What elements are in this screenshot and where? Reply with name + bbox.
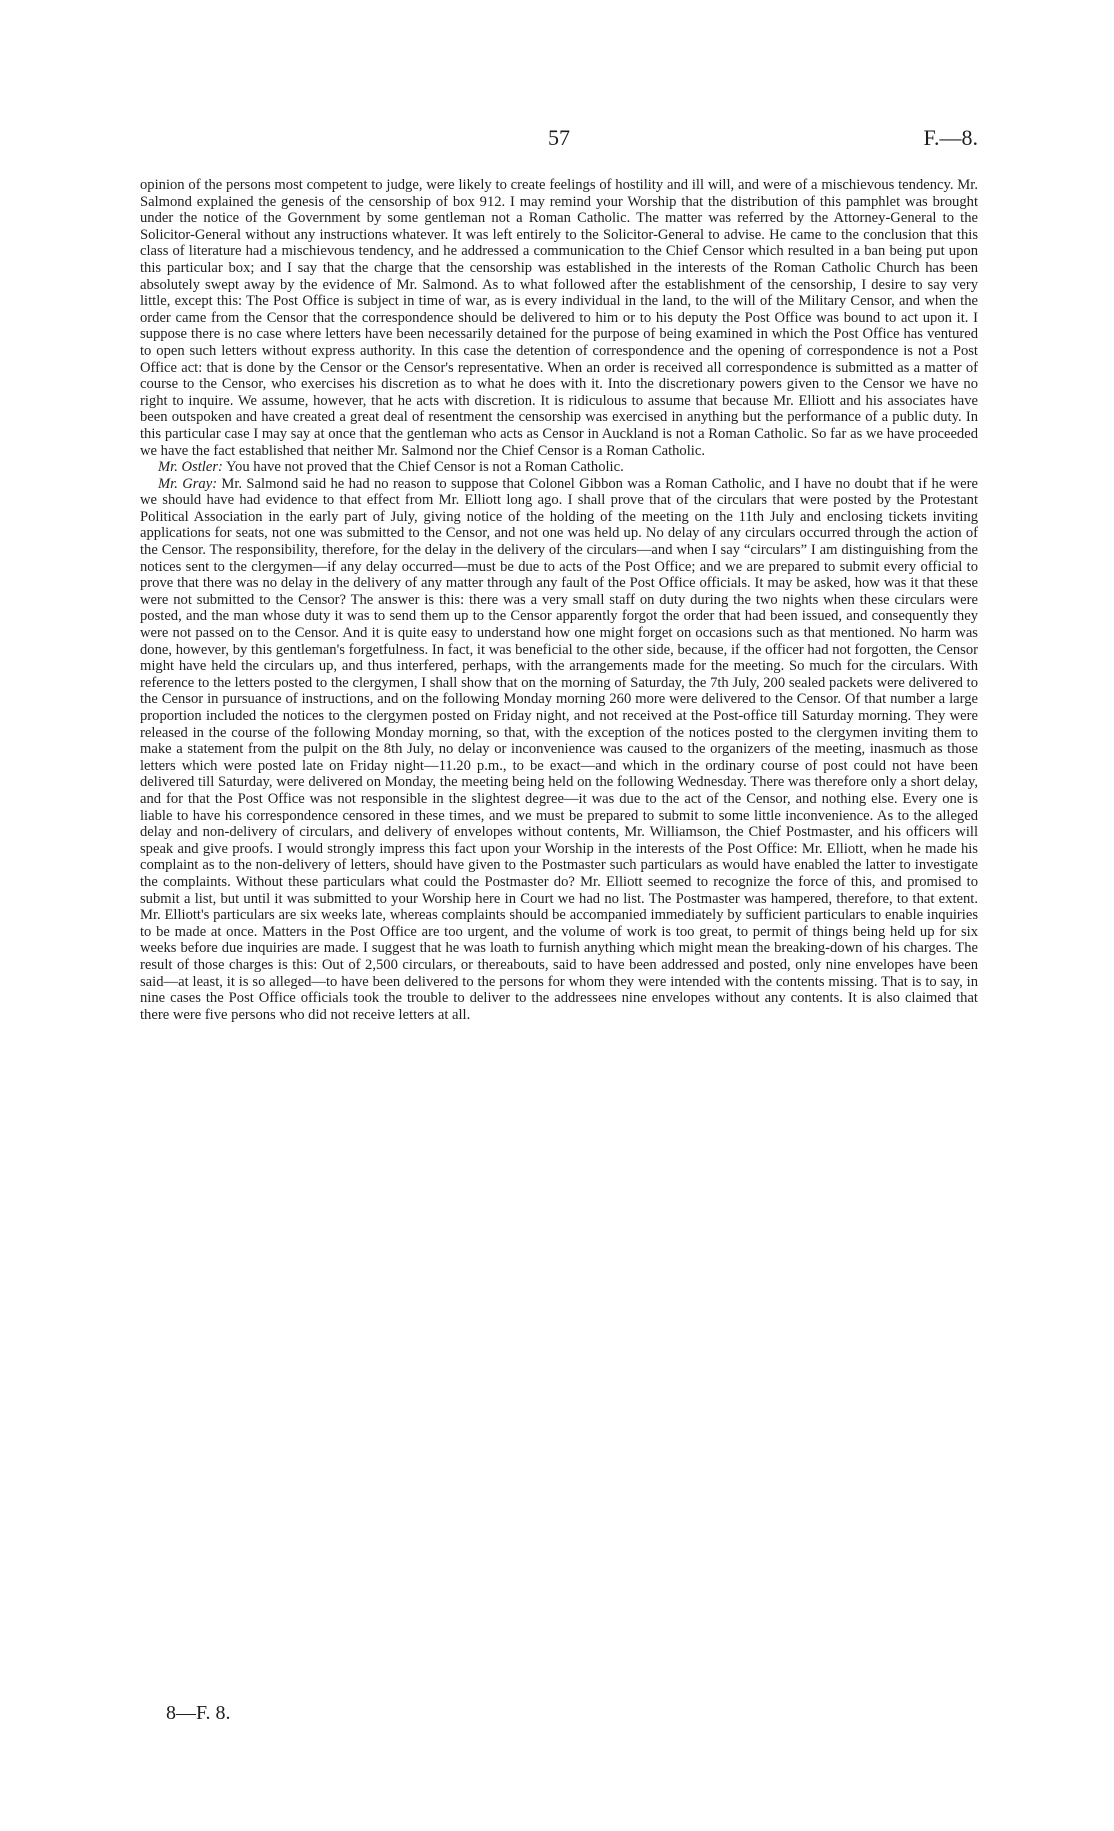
paragraph-ostler (140, 459, 978, 476)
page-number: 57 (548, 125, 570, 150)
paragraph-gray (140, 476, 978, 1024)
paragraph-text: Mr. Salmond said he had no reason to suppose that Colonel Gibbon was a Roman Catholic, and I have no doubt that if he were we should have had evidence to that effect from Mr. Elliott long ago. I shall prove that of the circulars that were posted by the Protestant Political Association in the early part of July, giving notice of the holding of the meeting on the 11th July and enclosing tickets inviting applications for seats, not one was submitted to the Censor, and not one was held up. No delay of any circulars occurred through the action of the Censor. The responsibility, therefore, for the delay in the delivery of the circulars—and when I say “circulars” I am distinguishing from the notices sent to the clergymen—if any delay occurred—must be due to acts of the Post Office; and we are prepared to submit every official to prove that there was no delay in the delivery of any matter through any fault of the Post Office officials. It may be asked, how was it that these were not submitted to the Censor? The answer is this: there was a very small staff on duty during the two nights when these circulars were posted, and the man whose duty it was to send them up to the Censor apparently forgot the order that had been issued, and consequently they were not passed on to the Censor. And it is quite easy to understand how one might forget on occasions such as that mentioned. No harm was done, however, by this gentleman's forgetfulness. In fact, it was beneficial to the other side, because, if the officer had not forgotten, the Censor might have held the circulars up, and thus interfered, perhaps, with the arrangements made for the meeting. So much for the circulars. With reference to the letters posted to the clergymen, I shall show that on the morning of Saturday, the 7th July, 200 sealed packets were delivered to the Censor in pursuance of instructions, and on the following Monday morning 260 more were delivered to the Censor. Of that number a large proportion included the notices to the clergymen posted on Friday night, and not received at the Post-office till Saturday morning. They were released in the course of the following Monday morning, so that, with the exception of the notices posted to the clergymen inviting them to make a statement from the pulpit on the 8th July, no delay or inconvenience was caused to the organizers of the meeting, inasmuch as those letters which were posted late on Friday night—11.20 p.m., to be exact—and which in the ordinary course of post could not have been delivered till Saturday, were delivered on Monday, the meeting being held on the following Wednesday. There was therefore only a short delay, and for that the Post Office was not responsible in the slightest degree—it was due to the act of the Censor, and nothing else. Every one is liable to have his correspondence censored in these times, and we must be prepared to submit to some little inconvenience. As to the alleged delay and non-delivery of circulars, and delivery of envelopes without contents, Mr. Williamson, the Chief Postmaster, and his officers will speak and give proofs. I would strongly impress this fact upon your Worship in the interests of the Post Office: Mr. Elliott, when he made his complaint as to the non-delivery of letters, should have given to the Postmaster such particulars as would have enabled the latter to investigate the complaints. Without these particulars what could the Postmaster do? Mr. Elliott seemed to recognize the force of this, and promised to submit a list, but until it was submitted to your Worship here in Court we had no list. The Postmaster was hampered, therefore, to that extent. Mr. Elliott's particulars are six weeks late, whereas complaints should be accompanied immediately by sufficient particulars to enable inquiries to be made at once. Matters in the Post Office are too urgent, and the volume of work is too great, to permit of things being held up for six weeks before due inquiries are made. I suggest that he was loath to furnish anything which might mean the breaking-down of his charges. The result of those charges is this: Out of 2,500 circulars, or thereabouts, said to have been addressed and posted, only nine envelopes have been said—at least, it is so alleged—to have been delivered to the persons for whom they were intended with the contents missing. That is to say, in nine cases the Post Office officials took the trouble to deliver to the addressees nine envelopes without any contents. It is also claimed that there were five persons who did not receive letters at all. (140, 475, 978, 1023)
body-text (140, 177, 978, 1023)
paragraph-opening (140, 177, 978, 459)
signature-mark: 8—F. 8. (166, 1702, 231, 1724)
paragraph-text: opinion of the persons most competent to judge, were likely to create feelings of hostility and ill will, and were of a mischievous tendency. Mr. Salmond explained the genesis of the censorship of box 912. I may remind your Worship that the distribution of this pamphlet was brought under the notice of the Government by some gentleman not a Roman Catholic. The matter was referred by the Attorney-General to the Solicitor-General without any instructions whatever. It was left entirely to the Solicitor-General to advise. He came to the conclusion that this class of literature had a mischievous tendency, and he addressed a communication to the Chief Censor which resulted in a ban being put upon this particular box; and I say that the charge that the censorship was established in the interests of the Roman Catholic Church has been absolutely swept away by the evidence of Mr. Salmond. As to what followed after the establishment of the censorship, I desire to say very little, except this: The Post Office is subject in time of war, as is every individual in the land, to the will of the Military Censor, and when the order came from the Censor that the correspondence should be delivered to him or to his deputy the Post Office was bound to act upon it. I suppose there is no case where letters have been necessarily detained for the purpose of being examined in which the Post Office has ventured to open such letters without express authority. In this case the detention of correspondence and the opening of correspondence is not a Post Office act: that is done by the Censor or the Censor's representative. When an order is received all correspondence is submitted as a matter of course to the Censor, who exercises his discretion as to what he does with it. Into the discretionary powers given to the Censor we have no right to inquire. We assume, however, that he acts with discretion. It is ridiculous to assume that because Mr. Elliott and his associates have been outspoken and have created a great deal of resentment the censorship was exercised in anything but the performance of a public duty. In this particular case I may say at once that the gentleman who acts as Censor in Auckland is not a Roman Catholic. So far as we have proceeded we have the fact established that neither Mr. Salmond nor the Chief Censor is a Roman Catholic. (140, 177, 978, 459)
speaker-label: Mr. Ostler: (158, 459, 223, 476)
paper-reference: F.—8. (923, 125, 978, 150)
page-header (140, 125, 978, 155)
paragraph-text: You have not proved that the Chief Censor is not a Roman Catholic. (225, 459, 624, 476)
speaker-label: Mr. Gray: (158, 475, 218, 492)
